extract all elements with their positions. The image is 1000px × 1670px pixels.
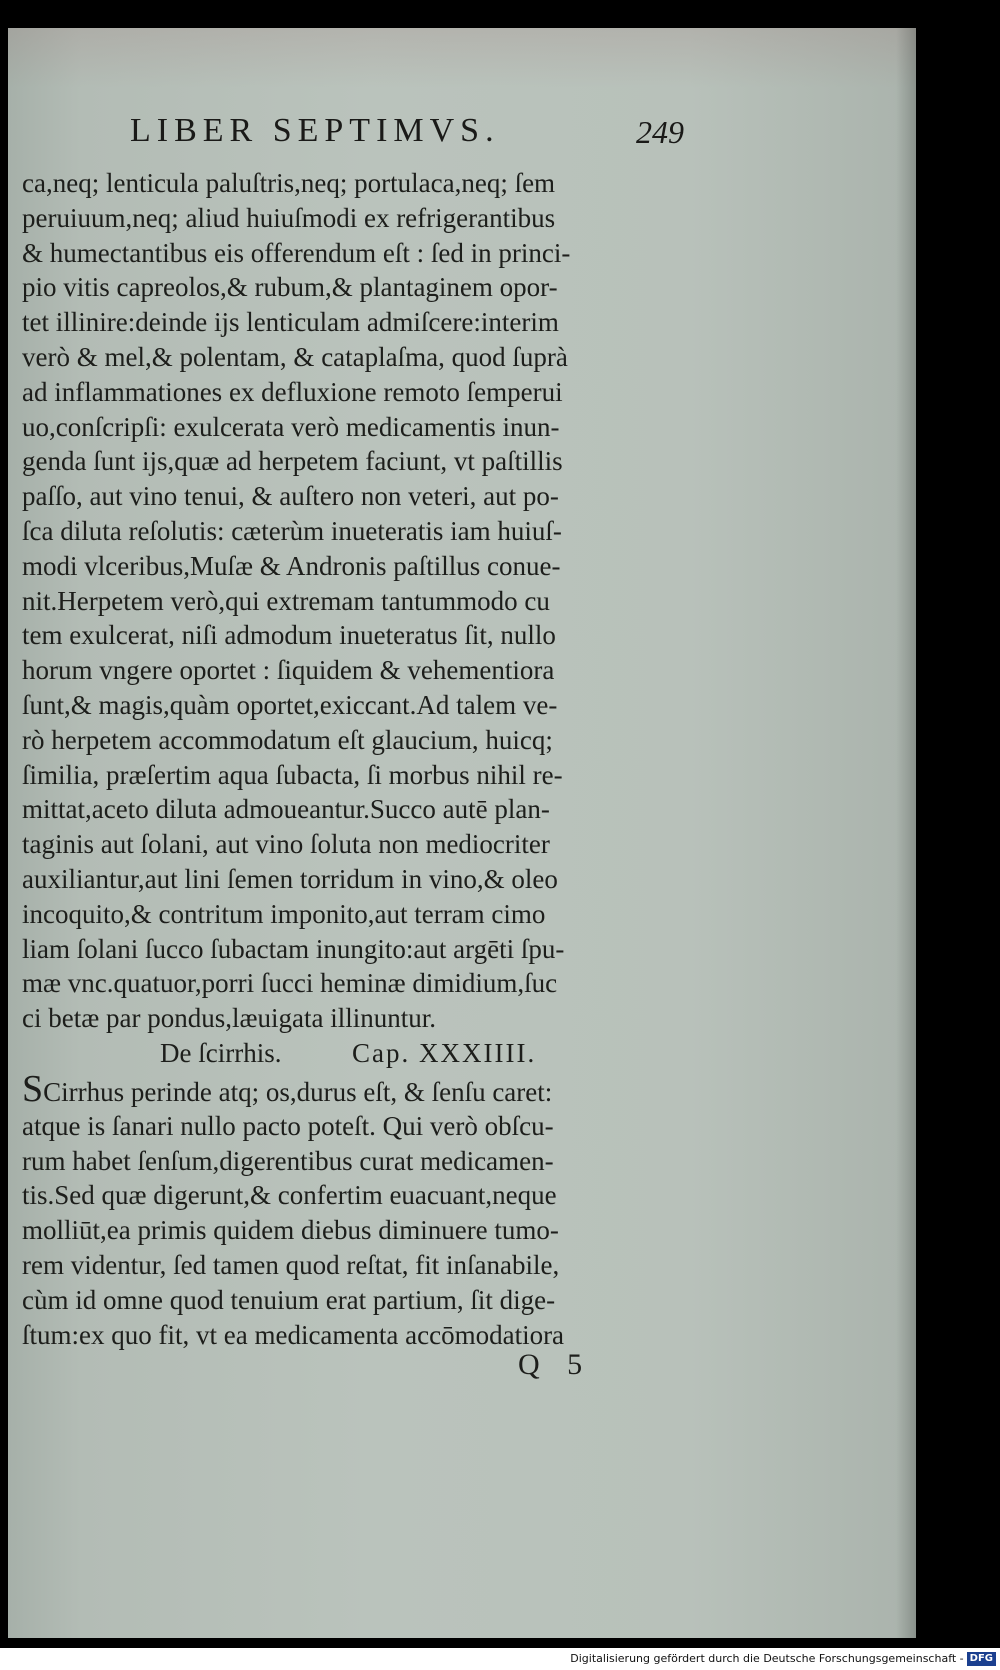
text-line-with-dropcap [22,1068,702,1110]
text-line: ſtum:ex quo fit, vt ea medicamenta accōmodatiora [22,1319,565,1350]
dropcap-letter: S [22,1068,44,1110]
text-line: liam ſolani ſucco ſubactam inungito:aut argēti ſpu- [22,933,565,964]
text-line: ca,neq; lenticula paluſtris,neq; portulaca,neq; ſem [22,168,556,198]
page-number: 249 [636,114,684,150]
text-line: mittat,aceto diluta admoueantur.Succo autē plan- [22,794,550,825]
running-head [8,112,916,162]
text-line: ſunt,& magis,quàm oportet,exiccant.Ad talem ve- [22,689,558,720]
chapter-heading [22,1038,702,1074]
credit-text: Digitalisierung gefördert durch die Deutsche Forschungsgemeinschaft - [570,1652,964,1665]
text-line: taginis aut ſolani, aut vino ſoluta non mediocriter [22,829,550,860]
text-line: tet illinire:deinde ijs lenticulam admiſcere:interim [22,307,559,338]
text-line: ſca diluta reſolutis: cæterùm inueteratis iam huiuſ- [22,515,562,546]
text-line: cùm id omne quod tenuium erat partium, ſit dige- [22,1284,556,1315]
chapter-title: De ſcirrhis. [160,1038,282,1068]
digitization-credit [570,1650,996,1668]
text-line: horum vngere oportet : ſiquidem & vehementiora [22,655,555,686]
text-line: Cirrhus perinde atq; os,durus eſt, & ſenſu caret: [43,1077,553,1107]
body-text-block-1 [22,166,702,1036]
text-line: & humectantibus eis offerendum eſt : ſed in princi- [22,237,571,268]
text-line: rum habet ſenſum,digerentibus curat medicamen- [22,1145,554,1176]
chapter-number: Cap. XXXIIII. [352,1038,537,1068]
text-line: ad inflammationes ex defluxione remoto ſemperui [22,376,563,407]
text-line: molliūt,ea primis quidem diebus diminuere tumo- [22,1215,559,1246]
text-line: pio vitis capreolos,& rubum,& plantaginem opor- [22,272,558,303]
dfg-logo: DFG [967,1652,996,1666]
text-line: auxiliantur,aut lini ſemen torridum in vino,& oleo [22,863,558,894]
signature-mark: Q 5 [518,1348,593,1381]
text-line: rò herpetem accommodatum eſt glaucium, huicq; [22,724,553,755]
text-line: incoquito,& contritum imponito,aut terram cimo [22,898,546,929]
text-line: atque is ſanari nullo pacto poteſt. Qui verò obſcu- [22,1110,554,1141]
text-line: tem exulcerat, niſi admodum inueteratus ſit, nullo [22,620,556,651]
text-line: modi vlceribus,Muſæ & Andronis paſtillus conue- [22,550,561,581]
running-title: LIBER SEPTIMVS. [130,112,500,149]
book-page [8,28,916,1638]
text-line: peruiuum,neq; aliud huiuſmodi ex refrigerantibus [22,202,556,233]
text-line: tis.Sed quæ digerunt,& confertim euacuant,neque [22,1180,557,1211]
text-line: ſimilia, præſertim aqua ſubacta, ſi morbus nihil re- [22,759,563,790]
page-gutter-shadow [896,28,916,1638]
text-line: verò & mel,& polentam, & cataplaſma, quod ſuprà [22,341,568,372]
text-line: uo,conſcripſi: exulcerata verò medicamentis inun- [22,411,560,442]
body-text-block-2 [22,1068,702,1352]
text-line: ci betæ par pondus,læuigata illinuntur. [22,1003,436,1034]
text-line: genda ſunt ijs,quæ ad herpetem faciunt, vt paſtillis [22,446,563,477]
text-line: paſſo, aut vino tenui, & auſtero non veteri, aut po- [22,481,559,512]
text-line: mæ vnc.quatuor,porri ſucci heminæ dimidium,ſuc [22,968,558,999]
text-line: rem videntur, ſed tamen quod reſtat, fit inſanabile, [22,1249,560,1280]
text-line: nit.Herpetem verò,qui extremam tantummodo cu [22,585,550,616]
